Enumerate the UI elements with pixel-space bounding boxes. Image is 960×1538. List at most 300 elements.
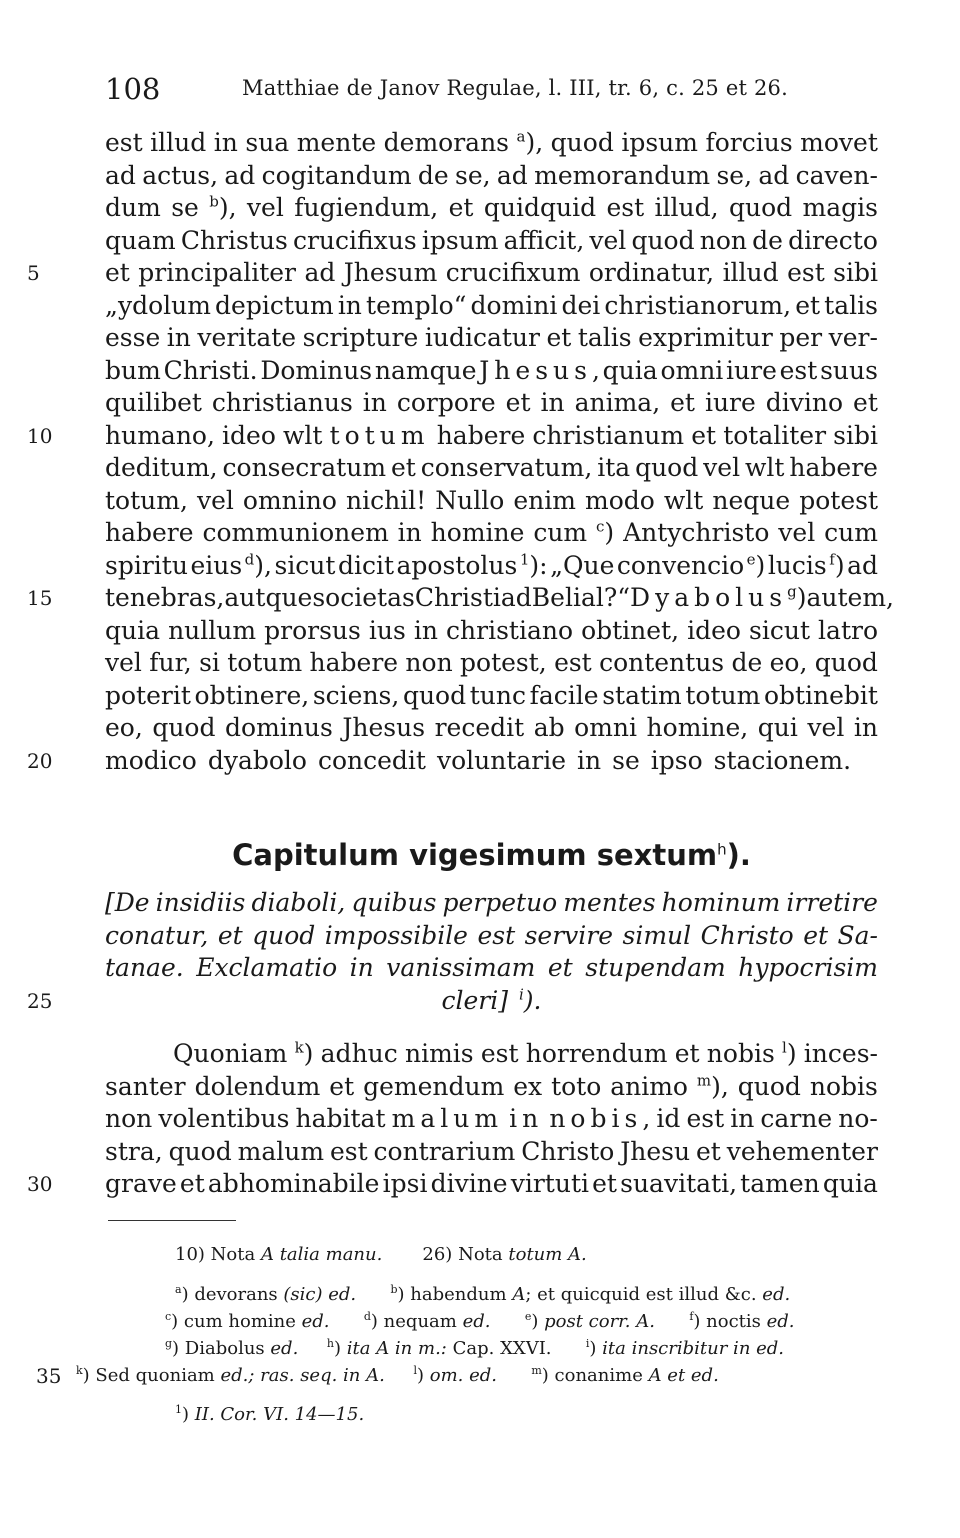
word: principaliter <box>138 258 297 287</box>
word: christiano <box>446 615 574 645</box>
word: de <box>417 160 449 190</box>
line-number: 5 <box>27 261 40 285</box>
word: ex <box>513 1071 543 1101</box>
word: eius <box>190 550 243 580</box>
word: ad <box>847 550 878 580</box>
word: inces- <box>803 1039 878 1068</box>
word: templo“ <box>366 290 467 320</box>
footnote-marker: h <box>717 840 727 859</box>
text-line <box>105 355 878 387</box>
word: quia <box>822 1169 878 1198</box>
word: conatur, <box>105 920 209 950</box>
word: $^d$), <box>244 550 272 580</box>
text-line <box>105 290 878 322</box>
word: illud, <box>654 193 719 222</box>
word: crucifixum <box>445 258 581 287</box>
word: sibi <box>833 258 878 287</box>
word: modico <box>105 745 197 775</box>
text-line <box>105 887 878 919</box>
footnote-line: $^g$) Diabolus ed. $^h$) ita A in m.: Cap. XXVI. $^i$) ita inscribitur in ed. <box>165 1337 785 1359</box>
word: de <box>752 225 783 255</box>
word: Christus <box>180 225 288 255</box>
word: et <box>853 388 878 417</box>
text-line <box>105 985 878 1017</box>
word: latro <box>818 615 878 645</box>
word: ideo <box>687 615 741 645</box>
word: habere <box>105 518 194 547</box>
word: stacionem. <box>713 745 852 775</box>
word: Dyabolus <box>630 583 788 612</box>
word: forcius <box>705 128 793 157</box>
word: „ydolum <box>105 290 211 320</box>
word: quidquid <box>483 193 597 222</box>
chapter-title <box>105 838 878 878</box>
word: quod <box>814 648 878 677</box>
word: conservatum, <box>420 453 593 482</box>
word: habere <box>789 453 878 482</box>
word: $^a$), <box>516 127 544 157</box>
word: quod <box>635 453 699 482</box>
word: $^m$), <box>696 1071 729 1101</box>
word: christianum <box>532 420 685 450</box>
word: homine, <box>646 713 749 742</box>
word: quod <box>737 1071 801 1101</box>
word: communionem <box>202 518 389 547</box>
word: sicut <box>274 550 336 580</box>
word: ad <box>500 583 532 612</box>
word: in <box>577 745 602 775</box>
word: divine <box>430 1169 508 1198</box>
word: iure <box>704 388 756 417</box>
word: quia <box>105 615 161 645</box>
word: in <box>509 1104 544 1133</box>
word: servire <box>524 920 614 950</box>
word: autem, <box>806 583 894 612</box>
word: est <box>329 1136 368 1166</box>
word: est <box>606 193 645 222</box>
word: totum, <box>105 485 188 515</box>
word: ad <box>304 258 336 287</box>
word: et <box>505 388 531 417</box>
word: Antychristo <box>623 518 770 547</box>
word: potest <box>799 485 878 515</box>
word: quod <box>252 920 316 950</box>
word: magis <box>802 193 878 222</box>
word: et <box>105 258 130 287</box>
word: nimis <box>405 1039 474 1068</box>
word: totum <box>329 420 430 450</box>
text-line <box>105 420 878 452</box>
word: et <box>691 420 717 450</box>
word: se, <box>716 160 753 190</box>
word: ipsi <box>382 1169 428 1198</box>
footnote-line: $^c$) cum homine ed. $^d$) nequam ed. $^e$) post corr. A. $^f$) noctis ed. <box>165 1310 795 1332</box>
word: animo <box>610 1071 688 1101</box>
line-number: 15 <box>27 586 53 610</box>
word: tunc <box>469 680 526 710</box>
word: Christo <box>700 920 794 950</box>
word: exprimitur <box>638 323 773 352</box>
word: impossibile <box>324 920 468 950</box>
word: malum <box>391 1104 504 1133</box>
word: et <box>390 453 416 482</box>
word: que <box>265 583 313 612</box>
word: $^e$) <box>746 550 766 580</box>
text-line <box>105 127 878 159</box>
word: potest, <box>460 648 547 677</box>
word: obtinere, <box>194 680 310 710</box>
text-line <box>105 680 878 712</box>
word: est <box>779 355 818 385</box>
word: sua <box>245 128 290 157</box>
word: perpetuo <box>442 888 558 917</box>
text-line <box>105 160 878 192</box>
word: et <box>546 323 572 352</box>
word: voluntarie <box>436 745 567 775</box>
word: dicit <box>337 550 395 580</box>
word: omnino <box>242 485 337 515</box>
word: poterit <box>105 680 191 710</box>
word: veritate <box>197 323 297 352</box>
word: $^g$) <box>787 582 807 612</box>
word: apostolus <box>396 550 518 580</box>
word: habere <box>436 420 526 450</box>
word: vel <box>196 485 234 515</box>
text-line <box>105 615 878 647</box>
word: Dominus <box>260 355 373 385</box>
word: vel <box>703 453 741 482</box>
footnote-line-35: 35 $^k$) Sed quoniam ed.; ras. seq. in A. $^l$) om. ed. $^m$) conanime A et ed. <box>36 1364 719 1388</box>
word: wlt <box>745 453 785 482</box>
word: $^k$) <box>294 1038 314 1068</box>
word: humano, <box>105 420 215 450</box>
word: quilibet <box>105 388 202 417</box>
word: fugiendum, <box>294 193 439 222</box>
word: vel <box>589 225 627 255</box>
line-number: 20 <box>27 748 53 773</box>
word: quam <box>105 225 176 255</box>
word: carne <box>760 1104 833 1133</box>
word: wlt <box>663 485 704 515</box>
text-line <box>105 192 878 224</box>
word: non <box>699 225 747 255</box>
text-line <box>105 1103 878 1135</box>
word: fur, <box>149 648 192 677</box>
word: illud <box>150 128 207 157</box>
word: obtinebit <box>763 680 878 710</box>
word: irretire <box>786 888 878 917</box>
word: vanissimam <box>386 953 536 982</box>
word: nichil! <box>345 485 427 515</box>
word: sicut <box>749 615 810 645</box>
word: caven- <box>795 160 878 190</box>
word: id <box>656 1104 681 1133</box>
word: et <box>592 1169 617 1198</box>
word: aut <box>224 583 266 612</box>
word: quod <box>168 1136 232 1166</box>
word: se <box>612 745 640 775</box>
word: ipsum <box>421 225 499 255</box>
page-header <box>105 64 875 104</box>
word: Jhesu <box>620 1136 691 1166</box>
word: talis <box>577 323 632 352</box>
word: est <box>554 648 592 677</box>
line-number: 25 <box>27 988 53 1013</box>
word: Belial?“ <box>531 583 631 612</box>
word: totum <box>227 648 303 677</box>
word: iudicatur <box>424 323 540 352</box>
word: corpore <box>396 388 496 417</box>
text-line <box>105 1136 878 1168</box>
word: in <box>853 713 878 742</box>
word: qui <box>757 713 798 742</box>
text-line <box>105 920 878 952</box>
word: scripture <box>302 323 419 352</box>
line-number: 10 <box>27 423 53 448</box>
word: horrendum <box>525 1039 668 1068</box>
word: nobis <box>706 1039 775 1068</box>
word: dum <box>105 193 161 222</box>
text-line <box>105 225 878 257</box>
word: gemendum <box>363 1071 505 1101</box>
word: in <box>213 128 238 157</box>
word: non <box>405 648 453 677</box>
word: cum <box>824 518 878 547</box>
word: insidiis <box>155 888 246 917</box>
word: neque <box>712 485 791 515</box>
word: hominum <box>661 888 781 917</box>
word: domini <box>470 290 558 320</box>
word: omni <box>574 713 638 742</box>
word: est <box>480 1039 519 1068</box>
word: christianus <box>211 388 353 417</box>
text-line <box>105 257 878 289</box>
word: ad <box>224 160 256 190</box>
word: suavitati, <box>620 1169 738 1198</box>
word: et <box>179 1169 205 1198</box>
word: Nullo <box>435 485 505 515</box>
text-line <box>105 1168 878 1200</box>
word: $^f$) <box>829 550 845 580</box>
word: „Que <box>550 550 615 580</box>
word: in <box>337 290 362 320</box>
word: Quoniam <box>173 1039 288 1068</box>
word: ipsum <box>621 128 698 157</box>
word: statim <box>602 680 682 710</box>
word: crucifixus <box>292 225 417 255</box>
word: stupendam <box>585 953 726 982</box>
word: deditum, <box>105 453 218 482</box>
word: quod <box>728 193 793 222</box>
word: convencio <box>616 550 745 580</box>
word: lucis <box>767 550 827 580</box>
word: volentibus <box>158 1104 290 1133</box>
word: vel <box>246 193 284 222</box>
word: vel <box>807 713 845 742</box>
word: demorans <box>383 128 510 157</box>
word: nobis <box>809 1071 878 1101</box>
word: in <box>540 388 565 417</box>
word: Christo <box>521 1136 615 1166</box>
word: est <box>477 920 516 950</box>
word: christianorum, <box>604 290 792 320</box>
word: Christi. <box>163 355 258 385</box>
word: Jhesum <box>343 258 438 287</box>
word: memorandum <box>534 160 711 190</box>
word: Christi <box>414 583 501 612</box>
word: mente <box>296 128 377 157</box>
word: homine <box>430 518 525 547</box>
word: in <box>349 953 374 982</box>
word: quod <box>631 225 695 255</box>
text-line <box>105 952 878 984</box>
word: modo <box>585 485 655 515</box>
word: ab <box>533 713 565 742</box>
text-line <box>105 387 878 419</box>
word: depictum <box>215 290 334 320</box>
word: dominus <box>225 713 333 742</box>
word: cogitandum <box>261 160 412 190</box>
word: de <box>731 648 763 677</box>
word: esse <box>105 323 161 352</box>
word: per <box>779 323 823 352</box>
word: in <box>166 323 191 352</box>
word: grave <box>105 1169 177 1198</box>
word: ipso <box>650 745 703 775</box>
word: mentes <box>563 888 656 917</box>
text-line <box>105 1038 878 1070</box>
word: $^c$) <box>596 517 615 547</box>
word: et <box>795 290 821 320</box>
word: $^i$). <box>518 985 542 1015</box>
word: in <box>397 518 422 547</box>
text-line <box>105 517 878 549</box>
word: Jhesus, <box>479 355 600 385</box>
word: et <box>670 388 695 417</box>
word: societas <box>312 583 415 612</box>
text-line <box>105 745 878 777</box>
word: non <box>105 1104 153 1133</box>
word: directo <box>788 225 878 255</box>
text-line <box>105 550 878 582</box>
word: anima, <box>574 388 661 417</box>
word: nullum <box>168 615 257 645</box>
word: Exclamatio <box>196 953 338 982</box>
word: suus <box>820 355 878 385</box>
word: in <box>413 615 438 645</box>
word: eo, <box>769 648 808 677</box>
word: stra, <box>105 1136 163 1166</box>
word: ad <box>496 160 528 190</box>
word: Jhesus <box>342 713 426 742</box>
word: ideo <box>222 420 276 450</box>
word: est <box>787 258 825 287</box>
page-number: 108 <box>105 72 161 106</box>
word: quod <box>152 713 216 742</box>
word: totum <box>685 680 761 710</box>
word: movet <box>800 128 878 157</box>
text-line <box>105 647 878 679</box>
word: et <box>803 920 829 950</box>
word: divino <box>765 388 844 417</box>
word: actus, <box>142 160 219 190</box>
word: et <box>329 1071 355 1101</box>
word: contentus <box>599 648 725 677</box>
footnote-rule <box>108 1220 236 1221</box>
text-line <box>105 582 894 614</box>
word: wlt <box>283 420 323 450</box>
word: [De <box>105 888 150 917</box>
word: quod <box>550 128 614 157</box>
word: spiritu <box>105 550 188 580</box>
word: namque <box>374 355 477 385</box>
word: est <box>105 128 143 157</box>
word: et <box>695 1136 721 1166</box>
word: tenebras, <box>105 583 225 612</box>
text-line <box>105 1071 878 1103</box>
word: habere <box>309 648 399 677</box>
line-number: 30 <box>27 1172 53 1196</box>
word: ordinatur, <box>588 258 715 287</box>
line-number: 35 <box>36 1364 62 1388</box>
word: ad <box>758 160 790 190</box>
chapter-title-close: ). <box>726 838 751 872</box>
word: sibi <box>833 420 878 450</box>
word: ita <box>597 453 631 482</box>
word: illud <box>722 258 779 287</box>
word: se, <box>454 160 491 190</box>
word: omni <box>660 355 724 385</box>
word: et <box>448 193 474 222</box>
word: dyabolo <box>207 745 307 775</box>
word: cleri] <box>441 985 508 1015</box>
footnote-line: 10) Nota A talia manu. 26) Nota totum A. <box>175 1244 587 1265</box>
word: nobis, <box>549 1104 651 1133</box>
word: adhuc <box>320 1039 398 1068</box>
reference-footnote: $^1$) II. Cor. VI. 14—15. <box>175 1403 365 1425</box>
word: quibus <box>351 888 437 917</box>
word: totaliter <box>723 420 827 450</box>
text-line <box>105 712 878 744</box>
word: malum <box>237 1136 325 1166</box>
word: et <box>674 1039 700 1068</box>
word: recedit <box>434 713 525 742</box>
word: abhominabile <box>207 1169 380 1198</box>
word: obtinet, <box>581 615 680 645</box>
word: ius <box>368 615 406 645</box>
word: concedit <box>317 745 426 775</box>
word: quod <box>402 680 467 710</box>
word: eo, <box>105 713 143 742</box>
word: vel <box>105 648 142 677</box>
word: toto <box>551 1071 602 1101</box>
word: si <box>199 648 220 677</box>
word: ver- <box>828 323 878 352</box>
word: sciens, <box>312 680 400 710</box>
word: in <box>362 388 387 417</box>
word: simul <box>622 920 692 950</box>
word: contrarium <box>373 1136 516 1166</box>
word: consecratum <box>222 453 387 482</box>
word: et <box>217 920 243 950</box>
footnote-line: $^a$) devorans (sic) ed. $^b$) habendum A; et quicquid est illud &c. ed. <box>175 1283 791 1305</box>
chapter-title-text: Capitulum vigesimum sextum <box>232 838 718 872</box>
word: no- <box>838 1104 878 1133</box>
word: bum <box>105 355 161 385</box>
word: diaboli, <box>251 888 346 917</box>
word: Sa- <box>837 920 878 950</box>
word: tamen <box>740 1169 820 1198</box>
